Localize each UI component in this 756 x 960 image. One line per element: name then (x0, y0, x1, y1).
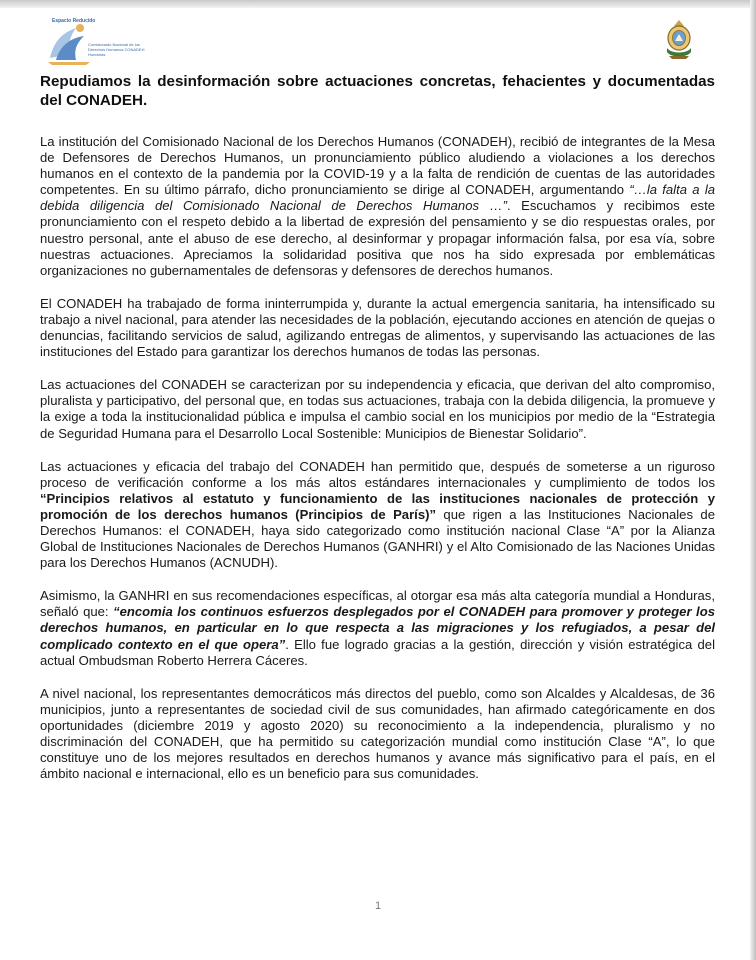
paragraph-5: Asimismo, la GANHRI en sus recomendaciones específicas, al otorgar esa más alta categoría mundial a Honduras, señaló que: “encomia los continuos esfuerzos desplegados por el CONADEH para promover y proteger los derechos humanos, en particular en lo que respecta a las migraciones y los refugiados, a pesar del complicado contexto en el que opera”. Ello fue logrado gracias a la gestión, dirección y visión estratégica del actual Ombudsman Roberto Herrera Cáceres. (40, 588, 715, 668)
window-frame-right (750, 0, 756, 960)
conadeh-logo (46, 18, 151, 66)
paragraph-3: Las actuaciones del CONADEH se caracterizan por su independencia y eficacia, que derivan del alto compromiso, pluralista y participativo, del personal que, en todas sus actuaciones, trabaja con la debida diligencia, la promueve y la exige a toda la institucionalidad pública e impulsa el cambio social en los municipios por medio de la “Estrategia de Seguridad Humana para el Desarrollo Local Sostenible: Municipios de Bienestar Solidario”. (40, 377, 715, 441)
conadeh-logo-icon (46, 18, 92, 66)
logo-top-text: Espacio Reducido (52, 18, 96, 24)
paragraph-4: Las actuaciones y eficacia del trabajo del CONADEH han permitido que, después de someterse a un riguroso proceso de verificación conforme a los más altos estándares internacionales y cumplimiento de todos los “Principios relativos al estatuto y funcionamiento de las instituciones nacionales de protección y promoción de los derechos humanos (Principios de París)” que rigen a las Instituciones Nacionales de Derechos Humanos: el CONADEH, haya sido categorizado como institución nacional Clase “A” por la Alianza Global de Instituciones Nacionales de Derechos Humanos (GANHRI) y el Alto Comisionado de las Naciones Unidas para los Derechos Humanos (ACNUDH). (40, 458, 715, 571)
paragraph-2: El CONADEH ha trabajado de forma ininterrumpida y, durante la actual emergencia sanitaria, ha intensificado su trabajo a nivel nacional, para atender las necesidades de la población, ejecutando acciones en atención de quejas o denuncias, facilitando servicios de salud, agilizando entregas de alimentos, y supervisando las actuaciones de las instituciones del Estado para garantizar los derechos humanos de todas las personas. (40, 295, 715, 360)
logo-caption: Comisionado Nacional de los Derechos Humanos CONADEH Honduras (88, 42, 145, 57)
document-body (40, 72, 715, 782)
page-number: 1 (374, 900, 382, 912)
honduras-coat-of-arms-icon (662, 18, 696, 60)
document-title: Repudiamos la desinformación sobre actuaciones concretas, fehacientes y documentadas del CONADEH. (40, 73, 715, 109)
paragraph-1: La institución del Comisionado Nacional de los Derechos Humanos (CONADEH), recibió de integrantes de la Mesa de Defensores de Derechos Humanos, un pronunciamiento público aludiendo a violaciones a los derechos humanos en el contexto de la pandemia por la COVID-19 y a la falta de rendición de cuentas de las autoridades competentes. En su último párrafo, dicho pronunciamiento se dirige al CONADEH, argumentando “…la falta a la debida diligencia del Comisionado Nacional de Derechos Humanos …”. Escuchamos y recibimos este pronunciamiento con el respeto debido a la libertad de expresión del pensamiento y se dio respuestas orales, por nuestro personal, ante el abuso de ese derecho, al desinformar y propagar información falsa, por esa vía, sobre nuestras actuaciones. Apreciamos la solidaridad positiva que nos ha sido expresada por emblemáticas organizaciones no gubernamentales de defensoras y defensores de derechos humanos. (40, 134, 716, 278)
window-frame-top (0, 0, 756, 8)
paragraph-6: A nivel nacional, los representantes democráticos más directos del pueblo, como son Alcaldes y Alcaldesas, de 36 municipios, junto a representantes de sociedad civil de sus comunidades, han afirmado categóricamente en dos oportunidades (diciembre 2019 y agosto 2020) su reconocimiento a la independencia, pluralismo y no discriminación del CONADEH, que ha permitido su categorización mundial como institución Clase “A”, lo que constituye uno de los mejores resultados en derechos humanos y avance más significativo para el país, en el ámbito nacional e internacional, ello es un beneficio para sus comunidades. (40, 685, 715, 782)
